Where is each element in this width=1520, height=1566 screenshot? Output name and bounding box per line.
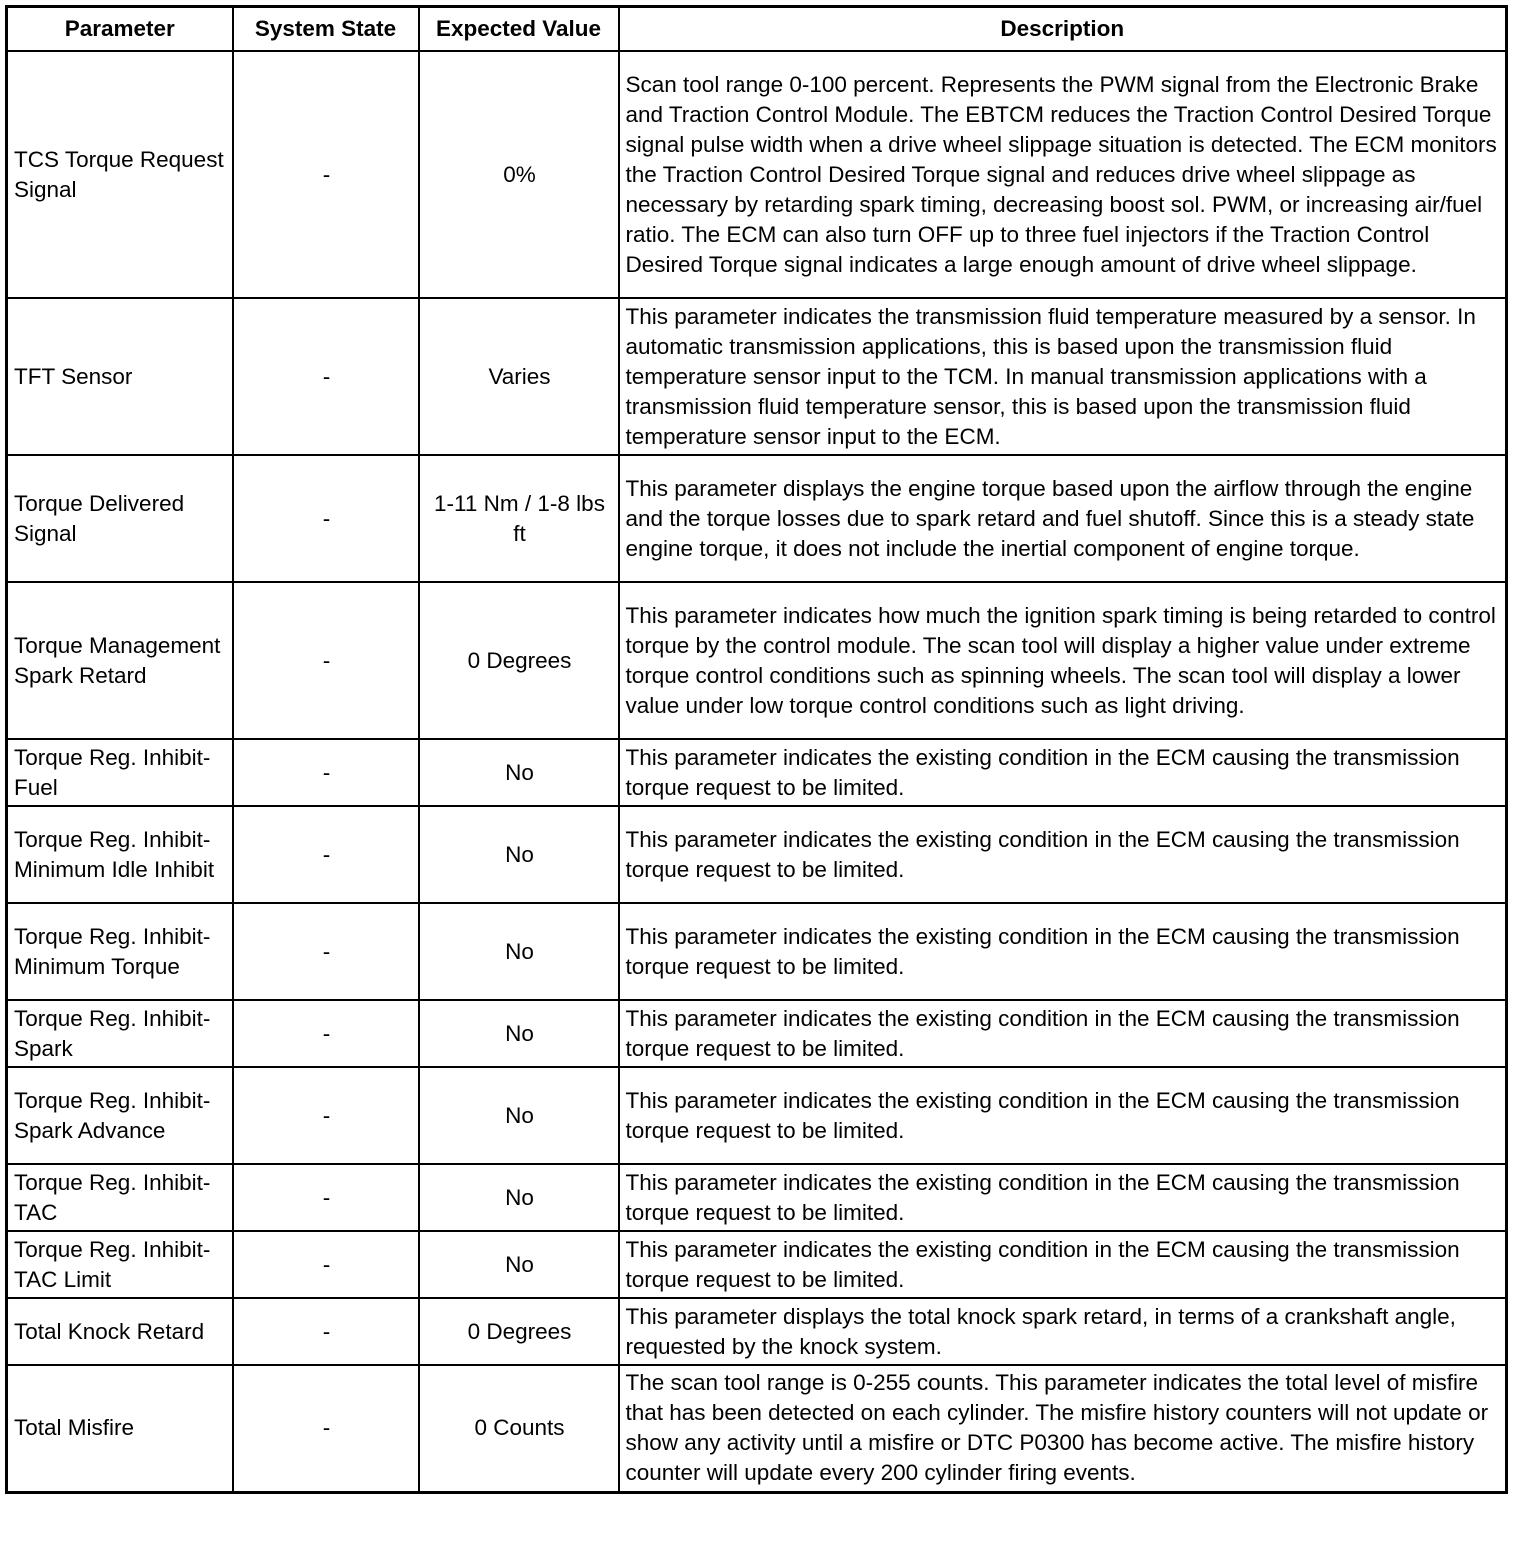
description-cell: This parameter displays the engine torque based upon the airflow through the engine and the torque losses due to spark retard and fuel shutoff. Since this is a steady state engine torque, it does not include the inertial component of engine torque. — [619, 455, 1507, 582]
description-cell: This parameter indicates the existing condition in the ECM causing the transmission torque request to be limited. — [619, 739, 1507, 806]
parameter-cell: Torque Reg. Inhibit-TAC — [7, 1164, 233, 1231]
expected-value-cell: Varies — [419, 298, 619, 455]
expected-value-cell: No — [419, 1231, 619, 1298]
header-expected-value: Expected Value — [419, 7, 619, 52]
system-state-cell: - — [233, 298, 419, 455]
expected-value-cell: No — [419, 1164, 619, 1231]
table-row — [7, 298, 1507, 455]
system-state-cell: - — [233, 1164, 419, 1231]
system-state-cell: - — [233, 582, 419, 739]
expected-value-cell: 0 Degrees — [419, 1298, 619, 1365]
table-row — [7, 1164, 1507, 1231]
header-system-state: System State — [233, 7, 419, 52]
parameter-cell: Total Knock Retard — [7, 1298, 233, 1365]
description-cell: This parameter indicates the existing condition in the ECM causing the transmission torque request to be limited. — [619, 806, 1507, 903]
parameter-cell: Total Misfire — [7, 1365, 233, 1492]
system-state-cell: - — [233, 1365, 419, 1492]
header-description: Description — [619, 7, 1507, 52]
system-state-cell: - — [233, 51, 419, 298]
table-row — [7, 582, 1507, 739]
table-row — [7, 1365, 1507, 1492]
parameter-cell: TCS Torque Request Signal — [7, 51, 233, 298]
description-cell: Scan tool range 0-100 percent. Represents the PWM signal from the Electronic Brake and Traction Control Module. The EBTCM reduces the Traction Control Desired Torque signal pulse width when a drive wheel slippage situation is detected. The ECM monitors the Traction Control Desired Torque signal and reduces drive wheel slippage as necessary by retarding spark timing, decreasing boost sol. PWM, or increasing air/fuel ratio. The ECM can also turn OFF up to three fuel injectors if the Traction Control Desired Torque signal indicates a large enough amount of drive wheel slippage. — [619, 51, 1507, 298]
description-cell: This parameter displays the total knock spark retard, in terms of a crankshaft angle, requested by the knock system. — [619, 1298, 1507, 1365]
expected-value-cell: No — [419, 1067, 619, 1164]
parameter-cell: Torque Reg. Inhibit-Fuel — [7, 739, 233, 806]
parameter-cell: Torque Reg. Inhibit-Minimum Torque — [7, 903, 233, 1000]
description-cell: This parameter indicates the existing condition in the ECM causing the transmission torque request to be limited. — [619, 1164, 1507, 1231]
table-row — [7, 51, 1507, 298]
system-state-cell: - — [233, 1298, 419, 1365]
description-cell: This parameter indicates the existing condition in the ECM causing the transmission torque request to be limited. — [619, 1000, 1507, 1067]
description-cell: This parameter indicates the existing condition in the ECM causing the transmission torque request to be limited. — [619, 903, 1507, 1000]
table-row — [7, 1067, 1507, 1164]
system-state-cell: - — [233, 1231, 419, 1298]
description-cell: This parameter indicates the transmission fluid temperature measured by a sensor. In automatic transmission applications, this is based upon the transmission fluid temperature sensor input to the TCM. In manual transmission applications with a transmission fluid temperature sensor, this is based upon the transmission fluid temperature sensor input to the ECM. — [619, 298, 1507, 455]
system-state-cell: - — [233, 903, 419, 1000]
system-state-cell: - — [233, 1000, 419, 1067]
parameter-cell: TFT Sensor — [7, 298, 233, 455]
header-parameter: Parameter — [7, 7, 233, 52]
table-row — [7, 806, 1507, 903]
description-cell: This parameter indicates the existing condition in the ECM causing the transmission torque request to be limited. — [619, 1067, 1507, 1164]
parameter-cell: Torque Reg. Inhibit-TAC Limit — [7, 1231, 233, 1298]
parameter-cell: Torque Reg. Inhibit-Minimum Idle Inhibit — [7, 806, 233, 903]
table-row — [7, 455, 1507, 582]
table-row — [7, 739, 1507, 806]
expected-value-cell: 0 Counts — [419, 1365, 619, 1492]
expected-value-cell: No — [419, 1000, 619, 1067]
expected-value-cell: No — [419, 903, 619, 1000]
parameter-cell: Torque Management Spark Retard — [7, 582, 233, 739]
table-row — [7, 1298, 1507, 1365]
parameter-cell: Torque Delivered Signal — [7, 455, 233, 582]
description-cell: This parameter indicates the existing condition in the ECM causing the transmission torque request to be limited. — [619, 1231, 1507, 1298]
expected-value-cell: No — [419, 806, 619, 903]
expected-value-cell: 0 Degrees — [419, 582, 619, 739]
parameter-table — [5, 5, 1508, 1494]
header-row — [7, 7, 1507, 52]
system-state-cell: - — [233, 1067, 419, 1164]
expected-value-cell: 1-11 Nm / 1-8 lbs ft — [419, 455, 619, 582]
system-state-cell: - — [233, 739, 419, 806]
description-cell: The scan tool range is 0-255 counts. This parameter indicates the total level of misfire that has been detected on each cylinder. The misfire history counters will not update or show any activity until a misfire or DTC P0300 has become active. The misfire history counter will update every 200 cylinder firing events. — [619, 1365, 1507, 1492]
system-state-cell: - — [233, 455, 419, 582]
parameter-cell: Torque Reg. Inhibit-Spark — [7, 1000, 233, 1067]
description-cell: This parameter indicates how much the ignition spark timing is being retarded to control torque by the control module. The scan tool will display a higher value under extreme torque control conditions such as spinning wheels. The scan tool will display a lower value under low torque control conditions such as light driving. — [619, 582, 1507, 739]
expected-value-cell: 0% — [419, 51, 619, 298]
parameter-cell: Torque Reg. Inhibit-Spark Advance — [7, 1067, 233, 1164]
system-state-cell: - — [233, 806, 419, 903]
expected-value-cell: No — [419, 739, 619, 806]
table-row — [7, 1000, 1507, 1067]
table-row — [7, 903, 1507, 1000]
table-row — [7, 1231, 1507, 1298]
